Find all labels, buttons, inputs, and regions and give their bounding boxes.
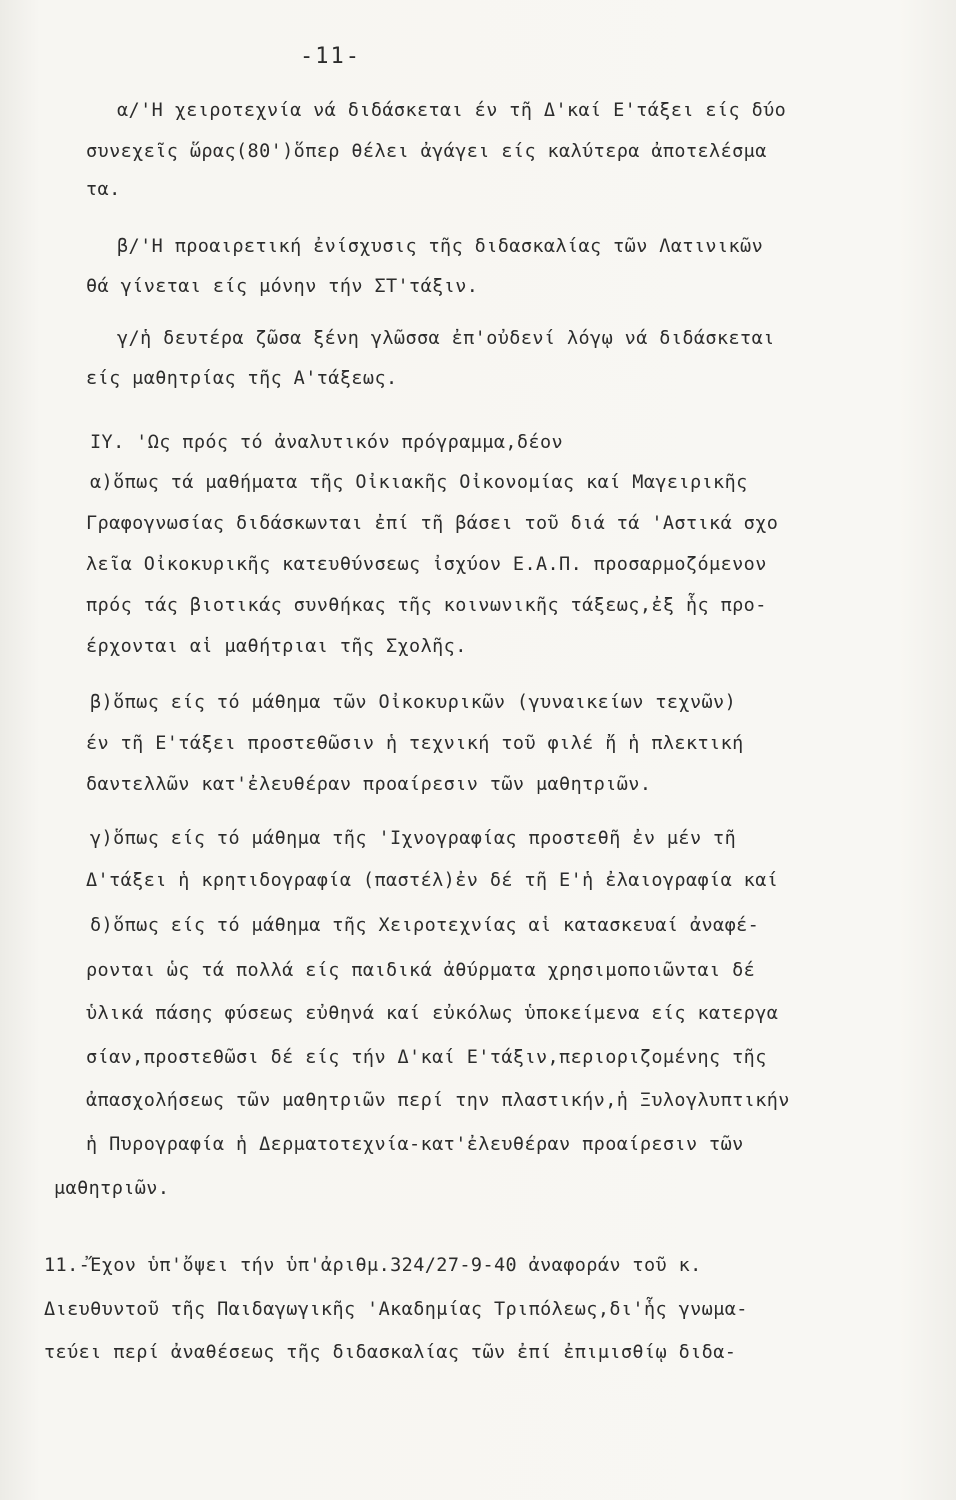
text-line: μαθητριῶν. — [54, 1178, 170, 1199]
text-line: ρονται ὡς τά πολλά είς παιδικά ἀθύρματα χρησιμοποιῶνται δέ — [86, 960, 756, 981]
text-line: Διευθυντοῦ τῆς Παιδαγωγικῆς 'Ακαδημίας Τριπόλεως,δι'ἧς γνωμα- — [44, 1299, 748, 1320]
section-heading: ΙΥ. 'Ως πρός τό ἀναλυτικόν πρόγραμμα,δέον — [90, 432, 564, 453]
text-line: θά γίνεται είς μόνην τήν ΣΤ'τάξιν. — [86, 276, 479, 297]
text-line: πρός τάς βιοτικάς συνθήκας τῆς κοινωνικῆς τάξεως,ἐξ ἧς προ- — [86, 595, 767, 616]
text-line: δ)ὅπως είς τό μάθημα τῆς Χειροτεχνίας αἱ κατασκευαί ἀναφέ- — [90, 915, 760, 936]
text-line: γ/ἡ δευτέρα ζῶσα ξένη γλῶσσα ἐπ'οὐδενί λόγῳ νά διδάσκεται — [117, 328, 775, 349]
text-line: σίαν,προστεθῶσι δέ είς τήν Δ'καί Ε'τάξιν,περιοριζομένης τῆς — [86, 1047, 767, 1068]
text-line: γ)ὅπως είς τό μάθημα τῆς 'Ιχνογραφίας προστεθῆ ἐν μέν τῆ — [90, 828, 737, 849]
text-line: β/'Η προαιρετική ἐνίσχυσις τῆς διδασκαλίας τῶν Λατινικῶν — [117, 236, 764, 257]
text-line: συνεχεῖς ὥρας(80')ὅπερ θέλει ἀγάγει είς καλύτερα ἀποτελέσμα — [86, 141, 767, 162]
text-line: τα. — [86, 179, 121, 200]
text-line: ἀπασχολήσεως τῶν μαθητριῶν περί την πλαστικήν,ἡ Ξυλογλυπτικήν — [86, 1090, 790, 1111]
item-heading: 11.-Ἔχον ὑπ'ὄψει τήν ὑπ'ἀριθμ.324/27-9-40 ἀναφοράν τοῦ κ. — [44, 1255, 702, 1276]
text-line: β)ὅπως είς τό μάθημα τῶν Οἰκοκυρικῶν (γυναικείων τεχνῶν) — [90, 692, 737, 713]
text-line: ὑλικά πάσης φύσεως εὐθηνά καί εὐκόλως ὑποκείμενα είς κατεργα — [86, 1003, 779, 1024]
text-line: α)ὅπως τά μαθήματα τῆς Οἰκιακῆς Οἰκονομίας καί Μαγειρικῆς — [90, 472, 748, 493]
text-line: Δ'τάξει ἡ κρητιδογραφία (παστέλ)ἐν δέ τῆ Ε'ἡ ἐλαιογραφία καί — [86, 870, 779, 891]
text-line: Γραφογνωσίας διδάσκωνται ἐπί τῆ βάσει τοῦ διά τά 'Αστικά σχο — [86, 513, 779, 534]
page-number: -11- — [300, 44, 361, 69]
text-line: είς μαθητρίας τῆς Α'τάξεως. — [86, 368, 398, 389]
text-line: δαντελλῶν κατ'ἐλευθέραν προαίρεσιν τῶν μαθητριῶν. — [86, 774, 652, 795]
text-line: ἡ Πυρογραφία ἡ Δερματοτεχνία-κατ'ἐλευθέραν προαίρεσιν τῶν — [86, 1134, 744, 1155]
text-line: λεῖα Οἰκοκυρικῆς κατευθύνσεως ἰσχύον Ε.Α.Π. προσαρμοζόμενον — [86, 554, 767, 575]
text-line: έρχονται αἱ μαθήτριαι τῆς Σχολῆς. — [86, 636, 467, 657]
text-line: α/'Η χειροτεχνία νά διδάσκεται έν τῆ Δ'καί Ε'τάξει είς δύο — [117, 100, 787, 121]
text-line: έν τῆ Ε'τάξει προστεθῶσιν ἡ τεχνική τοῦ φιλέ ἤ ἡ πλεκτική — [86, 733, 744, 754]
text-line: τεύει περί ἀναθέσεως τῆς διδασκαλίας τῶν ἐπί ἐπιμισθίῳ διδα- — [44, 1342, 737, 1363]
